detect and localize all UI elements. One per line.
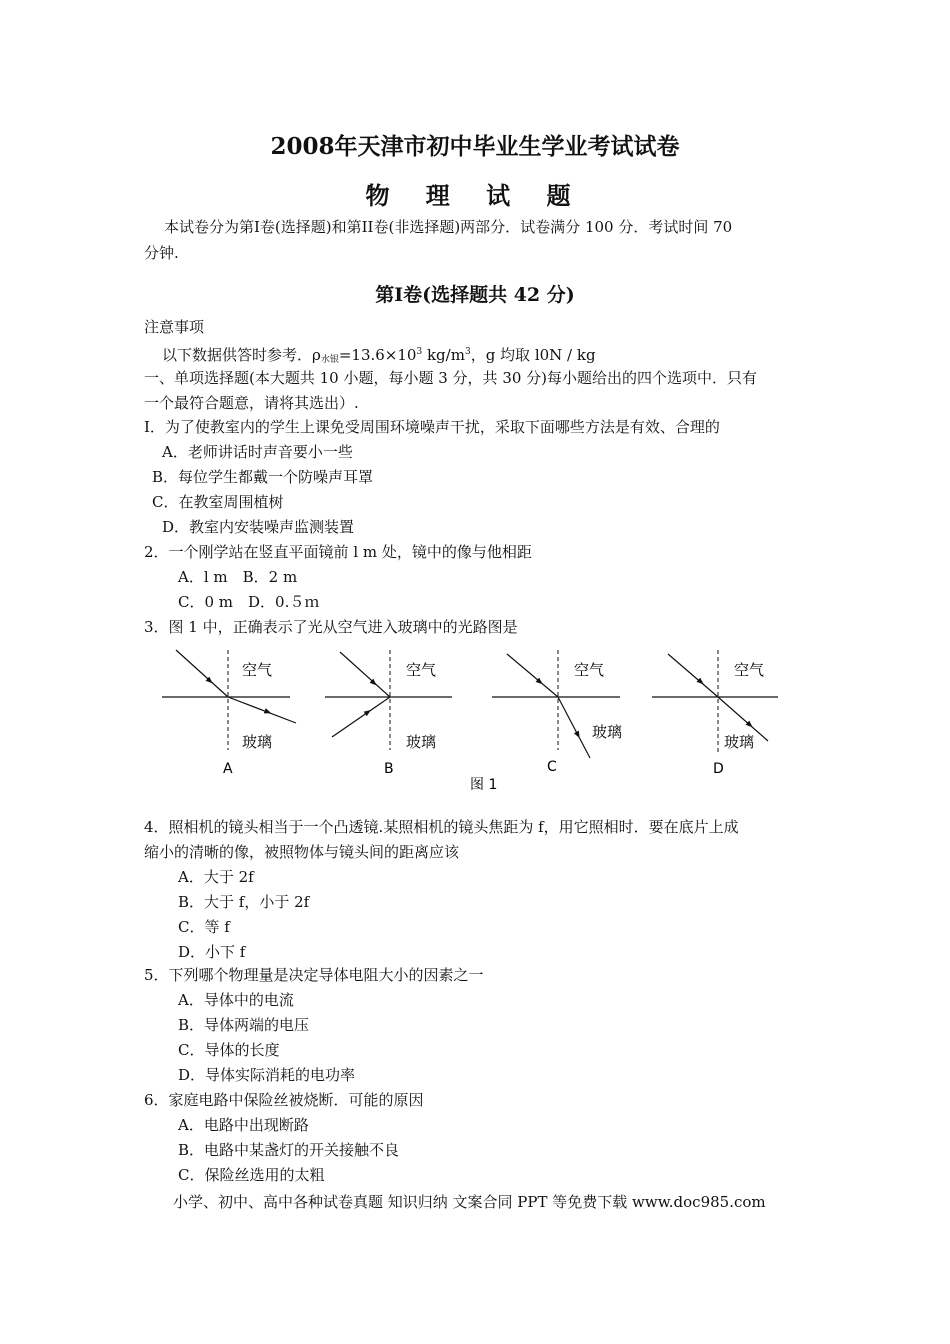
- q4-option-b: B．大于 f，小于 2f: [178, 893, 310, 911]
- q6-option-b: B．电路中某盏灯的开关接触不良: [178, 1141, 400, 1159]
- reference-data-exponent: 3: [416, 347, 423, 357]
- q2-stem: 2．一个刚学站在竖直平面镜前 l m 处，镜中的像与他相距: [144, 543, 532, 561]
- panel-a-label: A: [223, 761, 233, 777]
- exam-title: 2008年天津市初中毕业生学业考试试卷: [270, 133, 680, 160]
- reference-data: [162, 342, 596, 370]
- figure-1-light-paths: [150, 645, 800, 795]
- q1-option-b: B．每位学生都戴一个防噪声耳罩: [152, 468, 374, 486]
- panel-d-label: D: [713, 761, 724, 777]
- q1-option-d: D．教室内安装噪声监测装置: [162, 518, 355, 536]
- q5-option-c: C．导体的长度: [178, 1041, 280, 1059]
- section-title: 第Ⅰ卷(选择题共 42 分): [375, 284, 575, 306]
- intro-line-2: 分钟.: [144, 244, 179, 262]
- panel-b-air-label: 空气: [406, 661, 437, 679]
- q4-option-c: C．等 f: [178, 918, 230, 936]
- reference-data-unit: kg/m: [422, 346, 465, 364]
- q3-stem: 3．图 1 中，正确表示了光从空气进入玻璃中的光路图是: [144, 618, 518, 636]
- panel-b: [325, 650, 452, 777]
- panel-d: [652, 650, 778, 777]
- q4-option-a: A．大于 2f: [178, 868, 254, 886]
- q2-options-cd: C．0 m D．0.５ｍ: [178, 593, 320, 611]
- reference-data-subscript: 水银: [320, 355, 339, 365]
- panel-a-air-label: 空气: [242, 661, 273, 679]
- q1-option-a: A．老师讲话时声音要小一些: [162, 443, 353, 461]
- footer-text: 小学、初中、高中各种试卷真题 知识归纳 文案合同 PPT 等免费下载 www.doc985.com: [173, 1193, 766, 1211]
- q5-option-a: A．导体中的电流: [178, 991, 294, 1009]
- panel-c-refracted-ray: [558, 697, 590, 758]
- q1-option-c: C．在教室周围植树: [152, 493, 284, 511]
- panel-d-air-label: 空气: [734, 661, 765, 679]
- reference-data-mid: =13.6×10: [338, 346, 417, 364]
- instruction-line-2: 一个最符合题意，请将其选出）.: [144, 394, 359, 412]
- reference-data-end: ，g 均取 l0N / kg: [470, 346, 596, 364]
- panel-c-label: C: [547, 759, 557, 775]
- panel-d-glass-label: 玻璃: [724, 733, 755, 751]
- panel-b-label: B: [384, 761, 394, 777]
- panel-a-glass-label: 玻璃: [242, 733, 273, 751]
- panel-c-air-label: 空气: [574, 661, 605, 679]
- q6-stem: 6．家庭电路中保险丝被烧断．可能的原因: [144, 1091, 424, 1109]
- intro-line-1: 本试卷分为第Ⅰ卷(选择题)和第II卷(非选择题)两部分．试卷满分 100 分．考试时间 70: [164, 218, 733, 236]
- q4-stem-line-2: 缩小的清晰的像，被照物体与镜头间的距离应该: [144, 843, 460, 861]
- notice-heading: 注意事项: [144, 318, 205, 336]
- panel-b-refracted-ray: [332, 697, 390, 737]
- q5-option-b: B．导体两端的电压: [178, 1016, 310, 1034]
- panel-c: [492, 650, 622, 775]
- q4-stem-line-1: 4．照相机的镜头相当于一个凸透镜.某照相机的镜头焦距为 f，用它照相时．要在底片上成: [144, 818, 739, 836]
- q2-options-ab: A．l m B．2 m: [178, 568, 298, 586]
- subject-title: 物 理 试 题: [365, 181, 585, 210]
- panel-d-incident-ray: [668, 654, 718, 697]
- q4-option-d: D．小下 f: [178, 943, 246, 961]
- panel-c-incident-ray: [507, 654, 558, 697]
- panel-a-refracted-ray: [228, 697, 296, 723]
- instruction-line-1: 一、单项选择题(本大题共 10 小题，每小题 3 分，共 30 分)每小题给出的四个选项中．只有: [144, 369, 758, 387]
- q5-stem: 5．下列哪个物理量是决定导体电阻大小的因素之一: [144, 966, 484, 984]
- figure-caption: 图 1: [470, 777, 498, 793]
- q5-option-d: D．导体实际消耗的电功率: [178, 1066, 356, 1084]
- panel-a: [162, 650, 296, 777]
- q1-stem: I．为了使教室内的学生上课免受周围环境噪声干扰，采取下面哪些方法是有效、合理的: [144, 418, 720, 436]
- q6-option-c: C．保险丝选用的太粗: [178, 1166, 325, 1184]
- panel-b-glass-label: 玻璃: [406, 733, 437, 751]
- reference-data-unit-exponent: 3: [464, 347, 471, 357]
- q6-option-a: A．电路中出现断路: [178, 1116, 309, 1134]
- reference-data-prefix: 以下数据供答时参考．ρ: [162, 346, 321, 364]
- panel-c-glass-label: 玻璃: [592, 723, 623, 741]
- panel-b-incident-ray: [340, 652, 390, 697]
- panel-a-incident-ray: [176, 650, 228, 697]
